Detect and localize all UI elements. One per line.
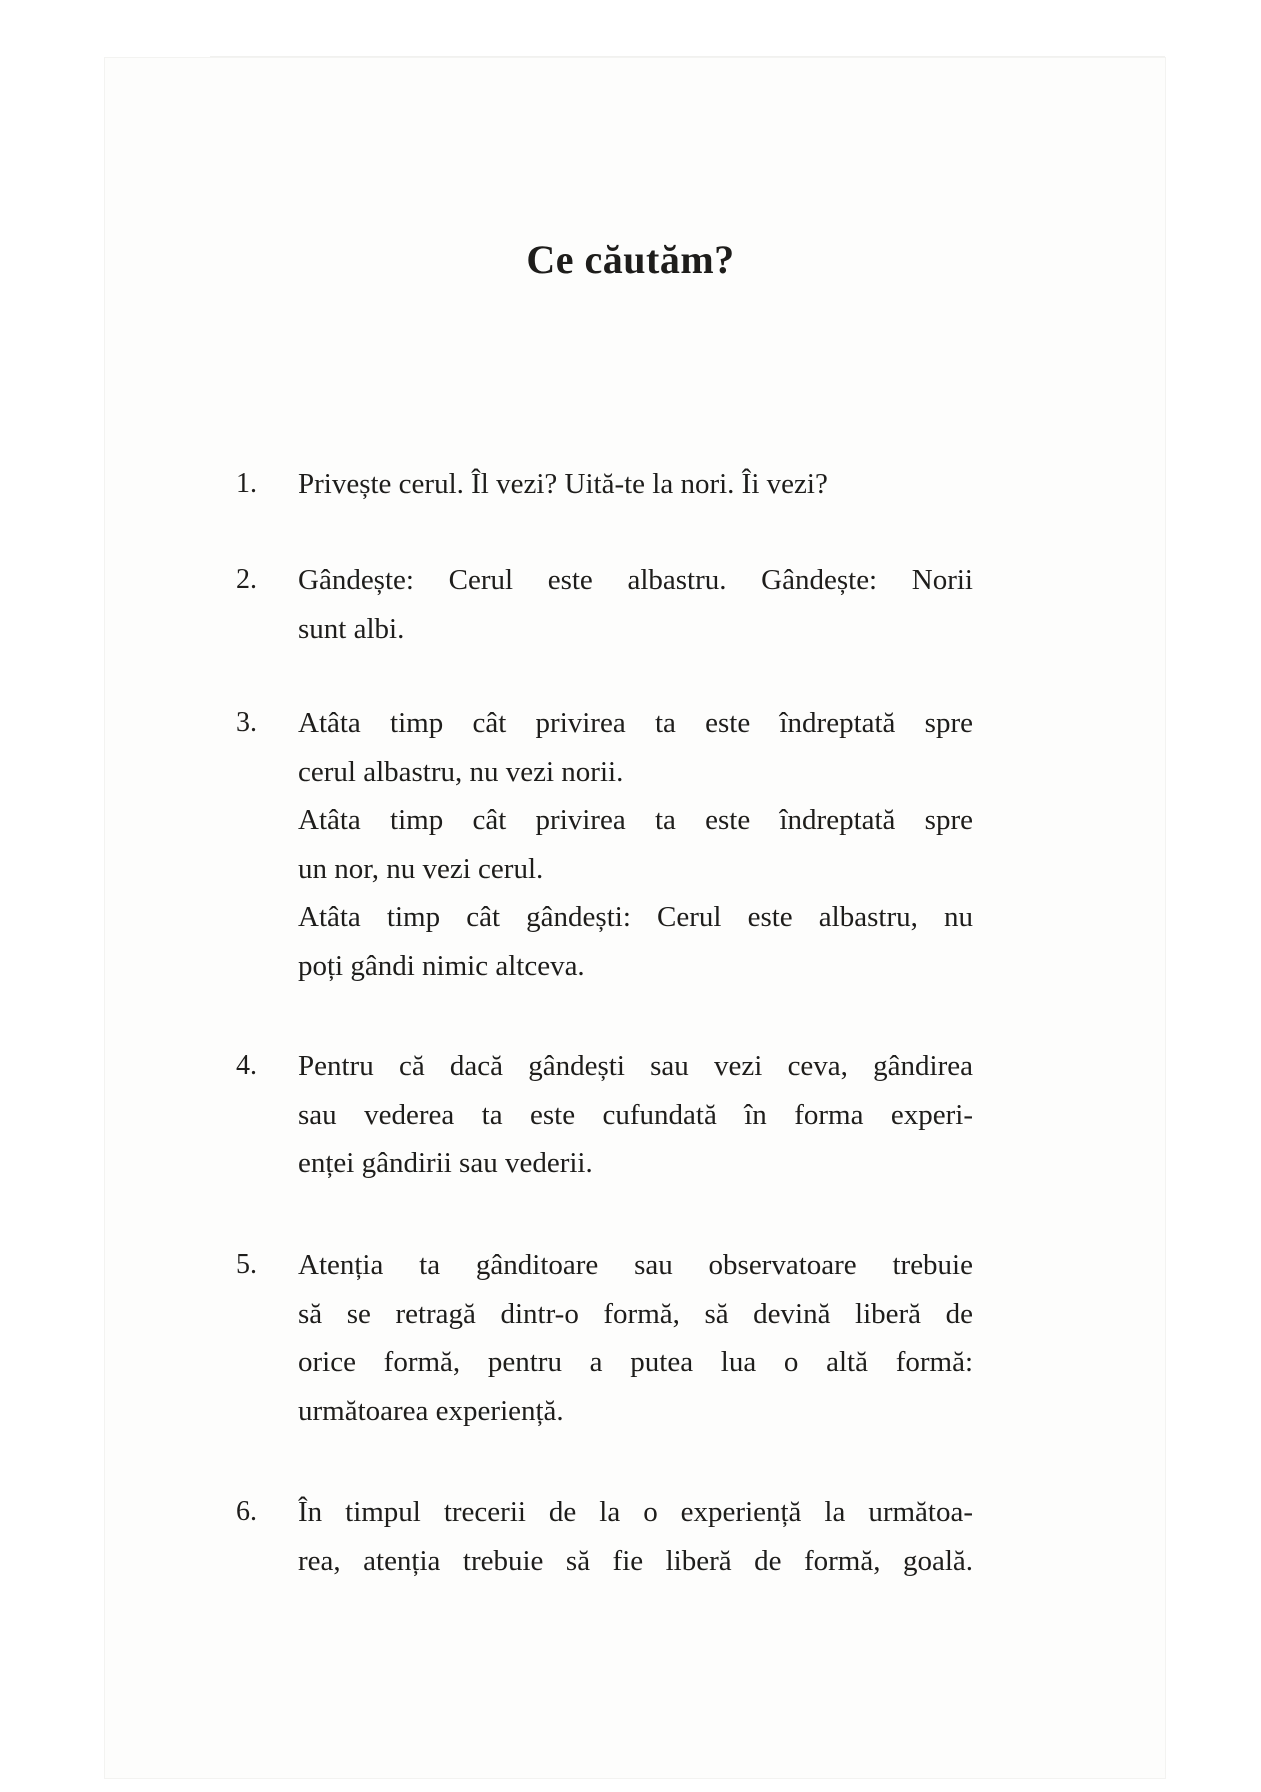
- item-text: [298, 1241, 973, 1435]
- text-line: cerul albastru, nu vezi norii.: [298, 755, 624, 788]
- item-number: 2.: [236, 564, 257, 595]
- item-text: [298, 556, 973, 653]
- text-line: sau vederea ta este cufundată în forma experi-: [298, 1098, 973, 1131]
- text-line: rea, atenția trebuie să fie liberă de formă, goală.: [298, 1544, 973, 1577]
- item-text: [298, 460, 973, 509]
- item-number: 3.: [236, 707, 257, 738]
- chapter-title: Ce căutăm?: [526, 237, 735, 282]
- text-line: orice formă, pentru a putea lua o altă formă:: [298, 1346, 973, 1378]
- text-line: În timpul trecerii de la o experiență la următoa-: [298, 1496, 973, 1528]
- text-line: sunt albi.: [298, 612, 405, 645]
- text-line: enței gândirii sau vederii.: [298, 1147, 593, 1179]
- text-line: Pentru că dacă gândești sau vezi ceva, gândirea: [298, 1050, 973, 1082]
- item-text: [298, 1488, 973, 1585]
- item-number: 5.: [236, 1249, 257, 1280]
- item-number: 1.: [236, 468, 257, 499]
- text-line: să se retragă dintr-o formă, să devină liberă de: [298, 1297, 973, 1330]
- text-line: poți gândi nimic altceva.: [298, 949, 585, 982]
- item-text: [298, 1042, 973, 1188]
- text-line: Atâta timp cât privirea ta este îndreptată spre: [298, 707, 973, 739]
- item-text: [298, 699, 973, 990]
- item-number: 4.: [236, 1050, 257, 1081]
- text-line: Atâta timp cât gândești: Cerul este albastru, nu: [298, 901, 973, 933]
- text-line: Gândește: Cerul este albastru. Gândește: Norii: [298, 564, 973, 596]
- text-line: un nor, nu vezi cerul.: [298, 852, 544, 885]
- item-number: 6.: [236, 1496, 257, 1527]
- text-line: următoarea experiență.: [298, 1394, 564, 1427]
- text-line: Privește cerul. Îl vezi? Uită-te la nori. Îi vezi?: [298, 468, 828, 500]
- text-line: Atâta timp cât privirea ta este îndreptată spre: [298, 804, 973, 836]
- text-line: Atenția ta gânditoare sau observatoare trebuie: [298, 1249, 973, 1281]
